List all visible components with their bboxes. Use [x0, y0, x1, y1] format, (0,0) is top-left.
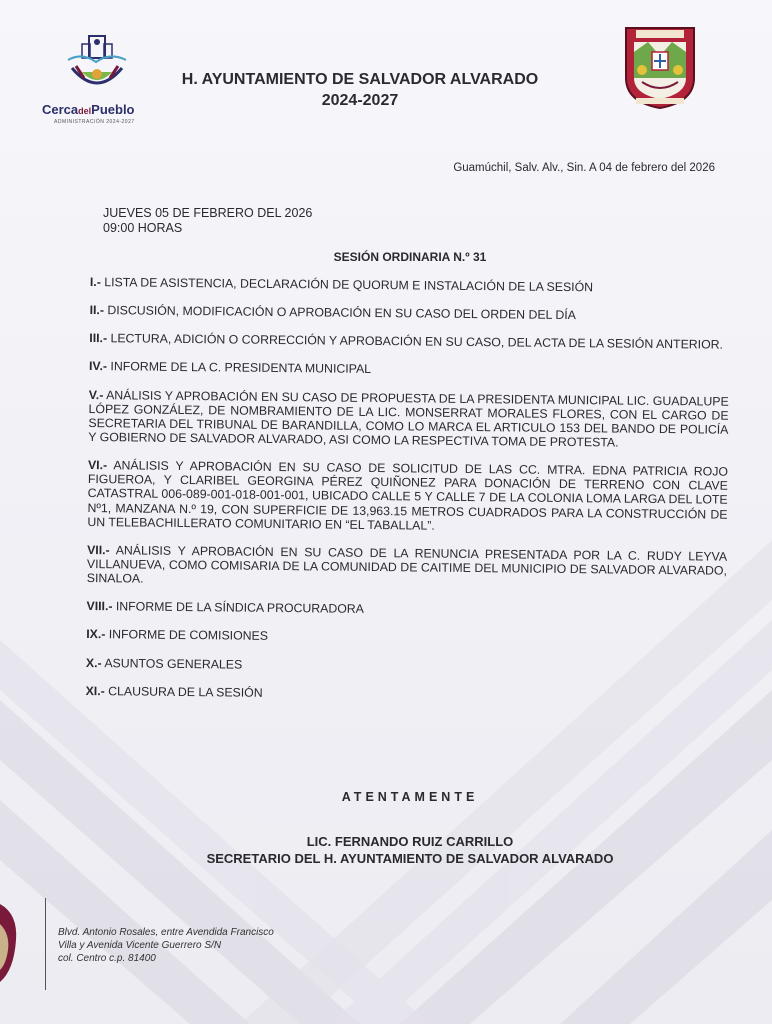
agenda-item-number: IX.- — [86, 627, 106, 642]
signature-block — [150, 790, 670, 868]
agenda-item-number: VIII.- — [86, 599, 113, 614]
title-line-2: 2024-2027 — [321, 91, 399, 109]
cerca-del-pueblo-logo-icon — [62, 32, 132, 100]
agenda-item-number: I.- — [89, 275, 101, 290]
agenda-item — [86, 627, 726, 648]
address-line-2: Villa y Avenida Vicente Guerrero S/N — [58, 940, 222, 951]
address-line-3: col. Centro c.p. 81400 — [58, 953, 156, 964]
agenda-item-text: ANÁLISIS Y APROBACIÓN EN SU CASO DE PROPUESTA DE LA PRESIDENTA MUNICIPAL LIC. GUADALUPE LÓPEZ GONZÁLEZ, DE NOMBRAMIENTO DE LA LIC. MONSERRAT MORALES FLORES, CON EL CARGO DE SECRETARIA DEL TRIBUNAL DE BARANDILLA, COMO LO MARCA EL ARTICULO 153 DEL BANDO DE POLICÍA Y GOBIERNO DE SALVADOR ALVARADO, ASI COMO LA RESPECTIVA TOMA DE PROTESTA. — [88, 387, 729, 450]
agenda-item — [87, 458, 728, 535]
agenda-item-text: INFORME DE LA SÍNDICA PROCURADORA — [112, 599, 365, 617]
meeting-date: JUEVES 05 DE FEBRERO DEL 2026 — [103, 206, 313, 220]
agenda-item — [89, 359, 729, 380]
signer-role: SECRETARIO DEL H. AYUNTAMIENTO DE SALVADOR ALVARADO — [206, 850, 614, 866]
page-title — [150, 70, 570, 112]
municipal-crest-icon — [622, 22, 698, 110]
agenda-item-text: INFORME DE LA C. PRESIDENTA MUNICIPAL — [106, 359, 372, 377]
agenda-item-text: ASUNTOS GENERALES — [101, 655, 243, 672]
footer-address — [58, 926, 318, 965]
agenda-item-number: XI.- — [85, 683, 105, 698]
agenda-list — [85, 275, 730, 718]
agenda-item-text: CLAUSURA DE LA SESIÓN — [104, 683, 263, 700]
agenda-item-text: DISCUSIÓN, MODIFICACIÓN O APROBACIÓN EN SU CASO DEL ORDEN DEL DÍA — [103, 303, 576, 323]
agenda-item-number: II.- — [89, 303, 105, 318]
agenda-item-number: VII.- — [87, 542, 110, 558]
meeting-time: 09:00 HORAS — [103, 221, 183, 235]
agenda-item-text: INFORME DE COMISIONES — [105, 627, 269, 644]
brand-wordmark: CercadelPueblo — [42, 102, 135, 117]
agenda-item — [88, 388, 729, 451]
title-line-1: H. AYUNTAMIENTO DE SALVADOR ALVARADO — [181, 71, 539, 88]
agenda-item — [86, 656, 726, 677]
agenda-item-text: ANÁLISIS Y APROBACIÓN EN SU CASO DE LA RENUNCIA PRESENTADA POR LA C. RUDY LEYVA VILLANUEVA, COMO COMISARIA DE LA COMUNIDAD DE CAITIME DEL MUNICIPIO DE SALVADOR ALVARADO, SINALOA. — [86, 543, 728, 586]
cerca-del-pueblo-logo — [40, 32, 150, 128]
agenda-item — [87, 543, 727, 592]
agenda-item-number: IV.- — [88, 359, 108, 374]
footer-crest-fragment-icon — [0, 894, 22, 986]
agenda-item — [90, 303, 730, 324]
signer-name: LIC. FERNANDO RUIZ CARRILLO — [306, 834, 514, 849]
footer-divider — [45, 898, 46, 990]
agenda-item-number: VI.- — [87, 458, 108, 473]
agenda-item-text: ANÁLISIS Y APROBACIÓN EN SU CASO DE SOLICITUD DE LAS CC. MTRA. EDNA PATRICIA ROJO FIGUEROA, Y CLARIBEL GEORGINA PÉREZ QUIÑONEZ PARA DONACIÓN DE TERRENO CON CLAVE CATASTRAL 006-089-001-018-001-001, UBICADO CALLE 5 Y CALLE 7 DE LA COLONIA LOMA LARGA DEL LOTE Nº1, MANZANA N.º 19, CON SUPERFICIE DE 13,963.15 METROS CUADRADOS PARA LA CONSTRUCCIÓN DE UN TELEBACHILLERATO COMUNITARIO EN “EL TABALLAL”. — [87, 458, 729, 533]
place-and-date: Guamúchil, Salv. Alv., Sin. A 04 de febrero del 2026 — [453, 162, 715, 174]
agenda-item-text: LISTA DE ASISTENCIA, DECLARACIÓN DE QUORUM E INSTALACIÓN DE LA SESIÓN — [100, 275, 594, 295]
session-title: SESIÓN ORDINARIA N.º 31 — [333, 250, 487, 264]
agenda-item-number: X.- — [85, 655, 102, 670]
brand-admin-label: ADMINISTRACIÓN 2024-2027 — [54, 119, 135, 125]
address-line-1: Blvd. Antonio Rosales, entre Avendida Francisco — [58, 927, 274, 938]
agenda-item-text: LECTURA, ADICIÓN O CORRECCIÓN Y APROBACIÓN EN SU CASO, DEL ACTA DE LA SESIÓN ANTERIOR. — [107, 331, 724, 352]
agenda-item — [89, 331, 729, 352]
agenda-item-number: III.- — [89, 331, 108, 346]
agenda-item — [86, 684, 726, 705]
closing-salutation: ATENTAMENTE — [341, 790, 479, 804]
agenda-item — [86, 599, 726, 620]
agenda-item-number: V.- — [88, 387, 104, 402]
meeting-datetime — [103, 206, 312, 236]
